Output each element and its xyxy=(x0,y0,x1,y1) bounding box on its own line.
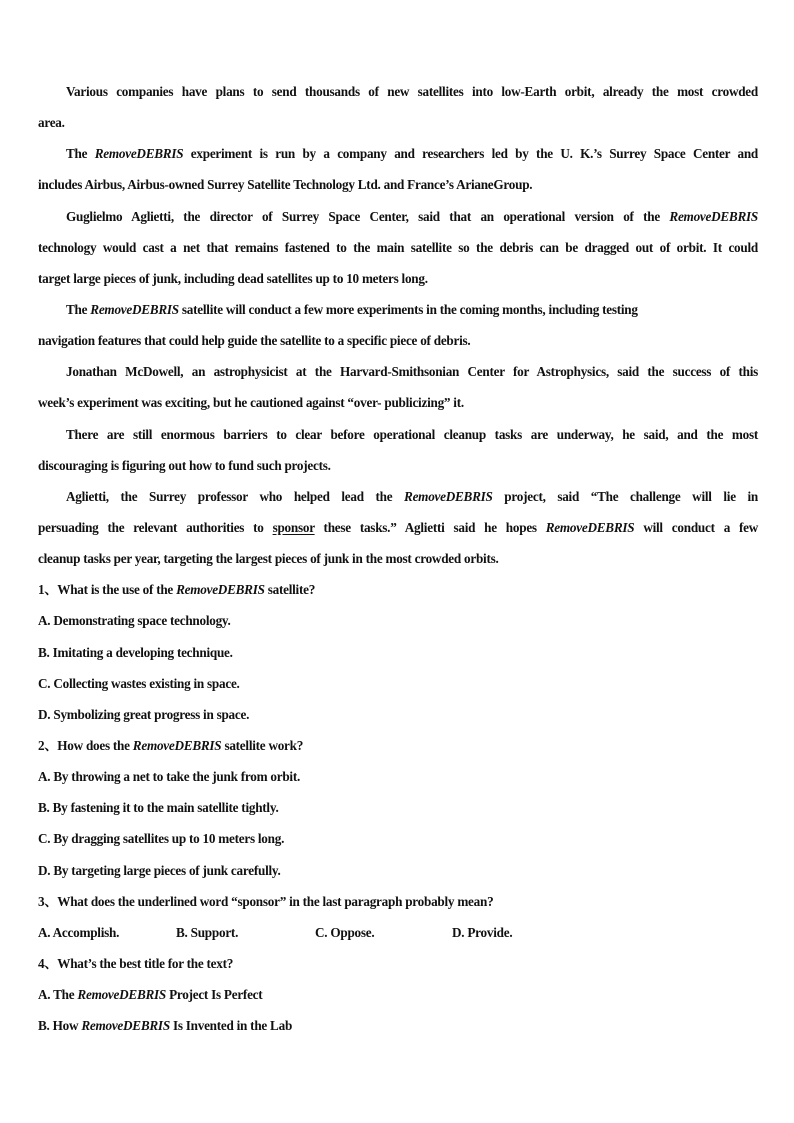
question-2-option-d[interactable]: D. By targeting large pieces of junk carefully. xyxy=(38,862,281,878)
paragraph-6-line-2: discouraging is figuring out how to fund such projects. xyxy=(38,457,331,473)
project-name: RemoveDEBRIS xyxy=(77,987,167,1003)
project-name: RemoveDEBRIS xyxy=(90,301,179,317)
question-3-option-a[interactable]: A. Accomplish. xyxy=(38,924,120,940)
paragraph-3-line-2: technology would cast a net that remains fastened to the main satellite so the debris can be dragged out of orbit. It could xyxy=(38,239,758,255)
question-1-stem xyxy=(38,574,758,605)
text: these tasks.” Aglietti said he hopes xyxy=(314,519,546,535)
project-name: RemoveDEBRIS xyxy=(94,146,184,162)
project-name: RemoveDEBRIS xyxy=(404,488,493,504)
project-name: RemoveDEBRIS xyxy=(81,1018,170,1034)
text: experiment is run by a company and researchers led by the U. K.’s Surrey Space Center and xyxy=(183,146,759,162)
question-1-option-d[interactable]: D. Symbolizing great progress in space. xyxy=(38,706,250,722)
paragraph-7-line-2 xyxy=(38,512,758,543)
question-4-option-b[interactable] xyxy=(38,1010,758,1041)
text: 1、What is the use of the xyxy=(38,582,177,598)
question-1-option-b[interactable]: B. Imitating a developing technique. xyxy=(38,644,233,660)
text: Guglielmo Aglietti, the director of Surrey Space Center, said that an operational version of the xyxy=(66,208,670,224)
paragraph-3-line-1 xyxy=(38,201,758,232)
paragraph-4-line-2: navigation features that could help guide the satellite to a specific piece of debris. xyxy=(38,333,471,349)
paragraph-1-line-1: Various companies have plans to send thousands of new satellites into low-Earth orbit, already the most crowded xyxy=(66,84,758,99)
project-name: RemoveDEBRIS xyxy=(669,208,758,224)
text: 2、How does the xyxy=(38,737,133,753)
paragraph-5-line-1: Jonathan McDowell, an astrophysicist at the Harvard-Smithsonian Center for Astrophysics, said the success of this xyxy=(66,364,758,380)
question-4-option-a[interactable] xyxy=(38,979,758,1010)
text: A. The xyxy=(38,987,78,1003)
paragraph-3-line-3: target large pieces of junk, including dead satellites up to 10 meters long. xyxy=(38,270,428,286)
paragraph-2-line-2: includes Airbus, Airbus-owned Surrey Satellite Technology Ltd. and France’s ArianeGroup. xyxy=(38,177,533,193)
project-name: RemoveDEBRIS xyxy=(176,582,265,598)
question-3-option-d[interactable]: D. Provide. xyxy=(452,924,513,940)
paragraph-7-line-1 xyxy=(38,481,758,512)
question-1-option-a[interactable]: A. Demonstrating space technology. xyxy=(38,613,231,629)
text: The xyxy=(66,146,95,162)
paragraph-4-line-1 xyxy=(38,294,758,325)
underlined-word-sponsor: sponsor xyxy=(272,519,315,535)
text: persuading the relevant authorities to xyxy=(38,519,273,535)
question-2-option-b[interactable]: B. By fastening it to the main satellite tightly. xyxy=(38,800,279,816)
question-3-stem: 3、What does the underlined word “sponsor” in the last paragraph probably mean? xyxy=(38,893,494,909)
paragraph-7-line-3: cleanup tasks per year, targeting the largest pieces of junk in the most crowded orbits. xyxy=(38,551,499,567)
project-name: RemoveDEBRIS xyxy=(132,737,222,753)
question-2-stem xyxy=(38,730,758,761)
text: B. How xyxy=(38,1018,82,1034)
paragraph-5-line-2: week’s experiment was exciting, but he cautioned against “over- publicizing” it. xyxy=(38,395,464,411)
question-3-option-b[interactable]: B. Support. xyxy=(176,924,239,940)
text: Is Invented in the Lab xyxy=(169,1018,293,1034)
question-4-stem: 4、What’s the best title for the text? xyxy=(38,955,234,971)
text: The xyxy=(66,301,91,317)
question-2-option-a[interactable]: A. By throwing a net to take the junk from orbit. xyxy=(38,769,301,785)
text: Project Is Perfect xyxy=(166,987,263,1003)
question-3 xyxy=(38,886,758,948)
text: satellite will conduct a few more experiments in the coming months, including testing xyxy=(178,301,638,317)
question-3-options xyxy=(38,917,758,948)
text: will conduct a few xyxy=(634,519,759,535)
question-3-option-c[interactable]: C. Oppose. xyxy=(315,924,375,940)
paragraph-2-line-1 xyxy=(38,138,758,169)
paragraph-6-line-1: There are still enormous barriers to clear before operational cleanup tasks are underway, he said, and the most xyxy=(66,426,758,442)
worksheet-page xyxy=(38,76,758,1041)
text: satellite work? xyxy=(221,737,304,753)
text: Aglietti, the Surrey professor who helped lead the xyxy=(66,488,405,504)
question-2 xyxy=(38,730,758,886)
question-2-option-c[interactable]: C. By dragging satellites up to 10 meters long. xyxy=(38,831,285,847)
text: satellite? xyxy=(264,582,316,598)
question-1-option-c[interactable]: C. Collecting wastes existing in space. xyxy=(38,675,240,691)
text: project, said “The challenge will lie in xyxy=(492,488,758,504)
question-4 xyxy=(38,948,758,1041)
paragraph-1-line-2: area. xyxy=(38,115,65,131)
passage xyxy=(38,76,758,574)
project-name: RemoveDEBRIS xyxy=(545,519,635,535)
question-1 xyxy=(38,574,758,730)
